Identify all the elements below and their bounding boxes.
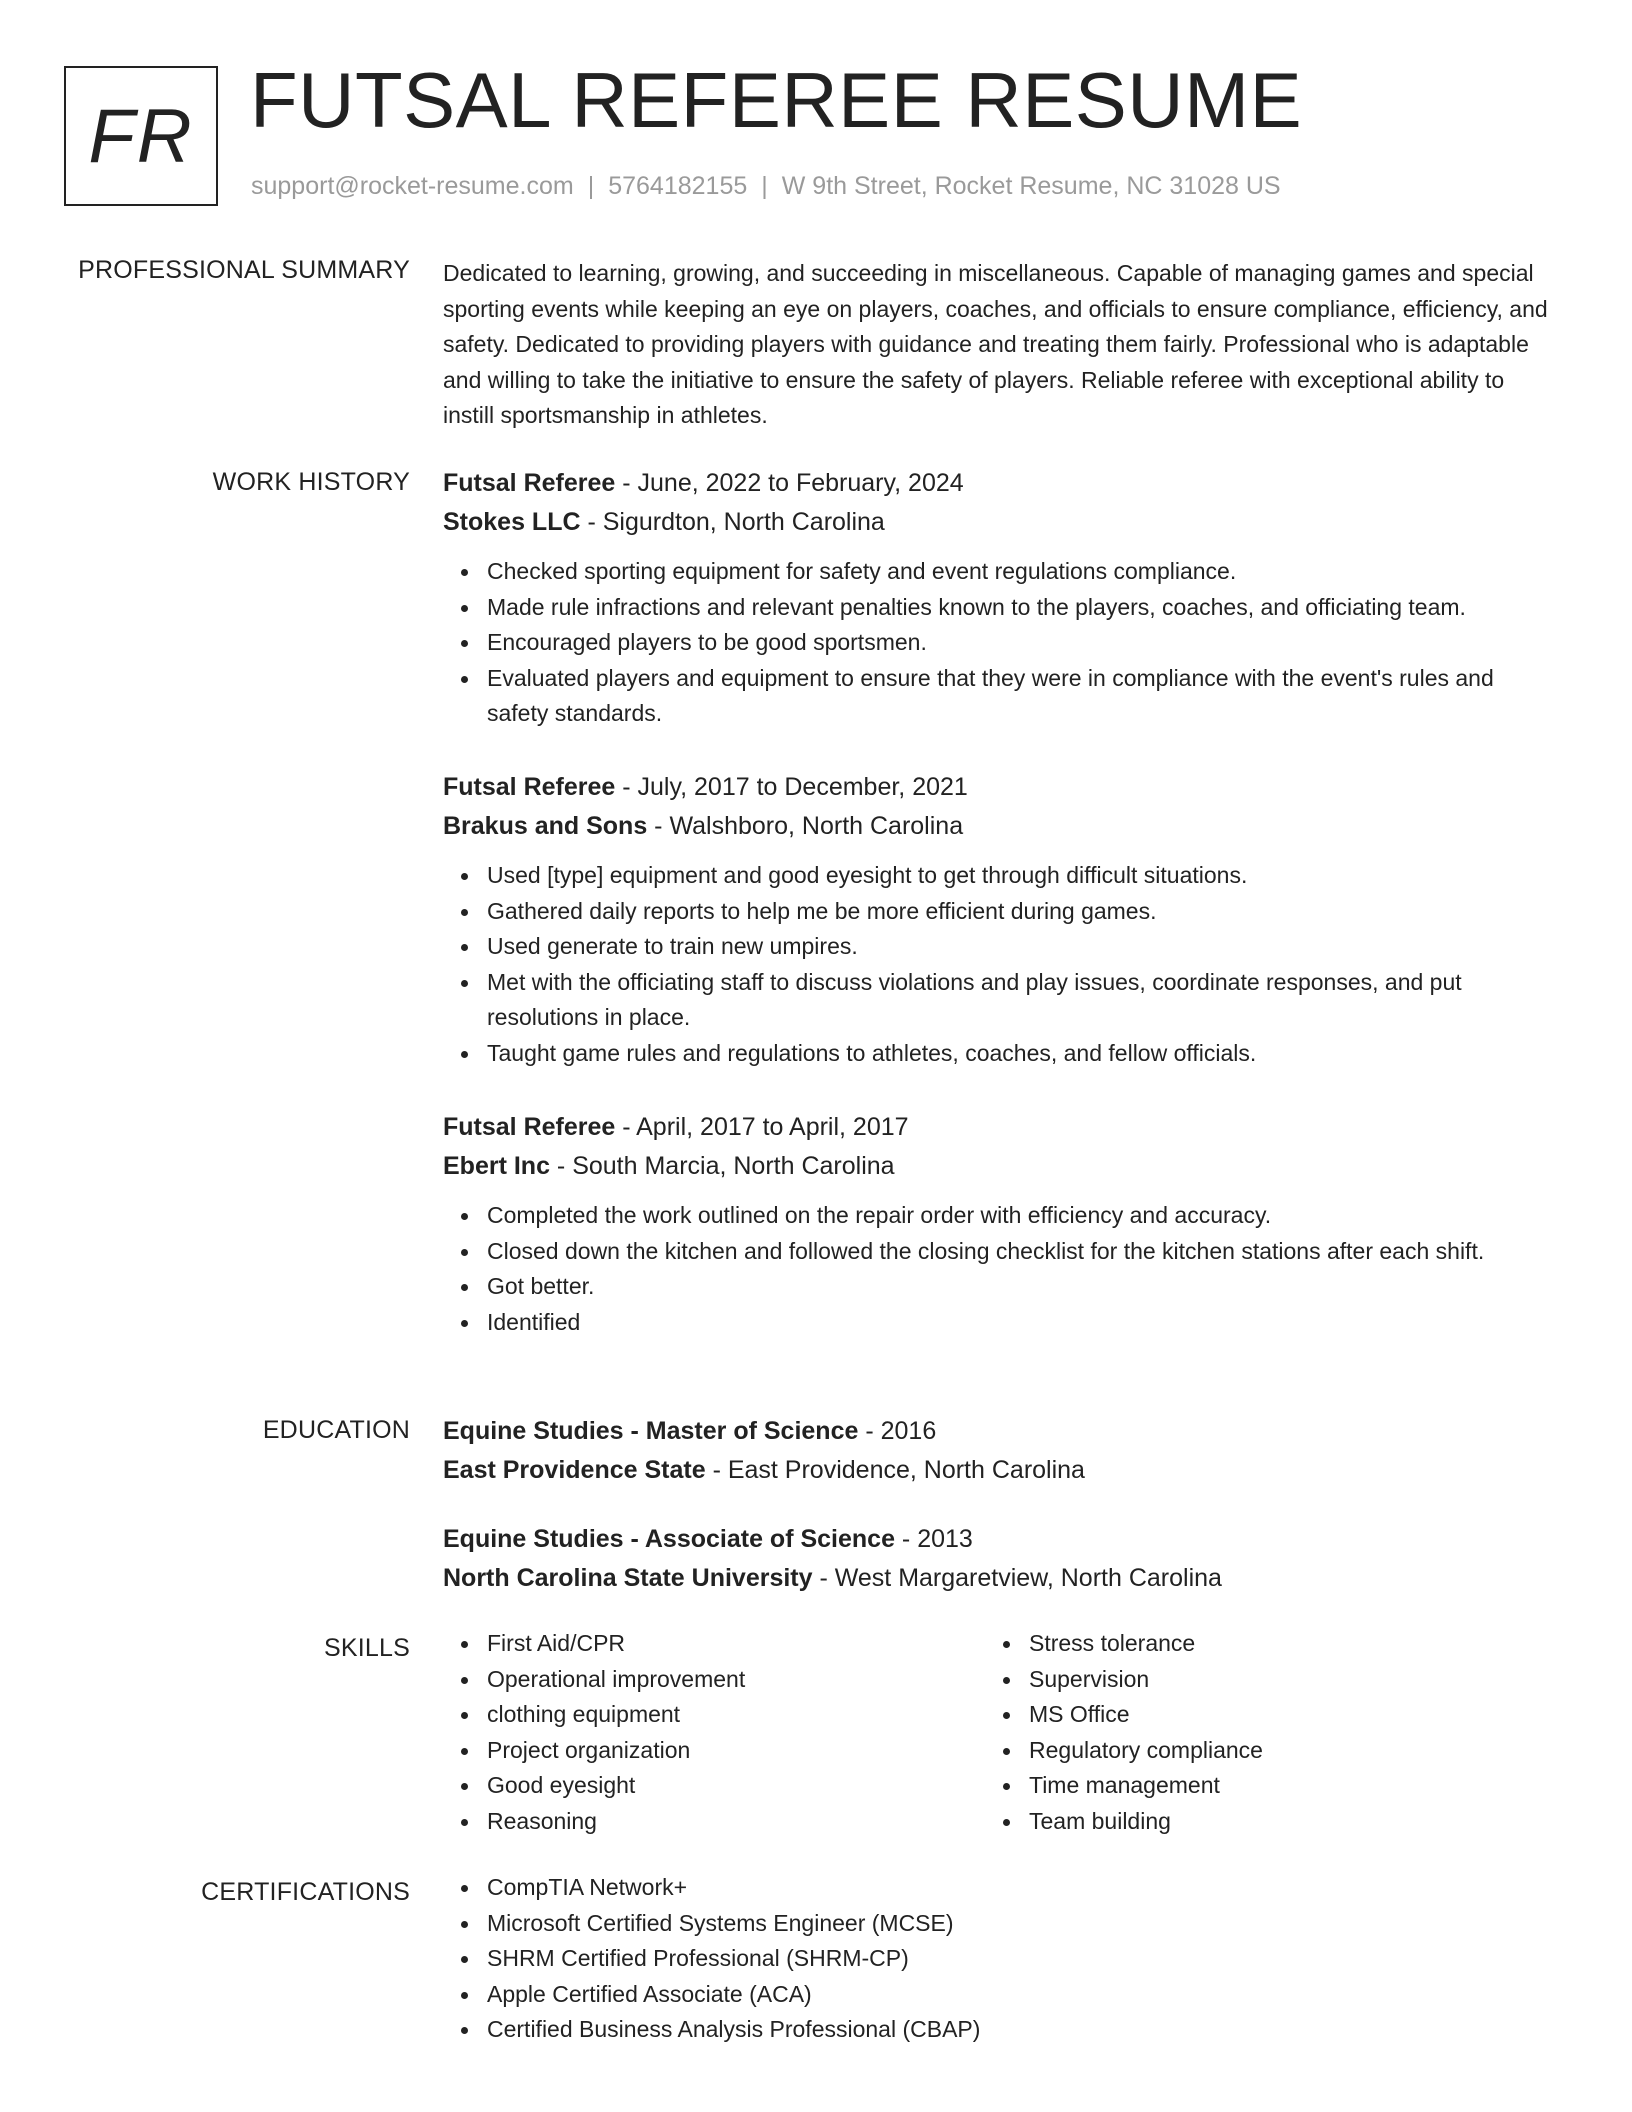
list-item: MS Office xyxy=(1029,1697,1263,1733)
school-line xyxy=(443,1451,1553,1490)
company-line xyxy=(443,1147,1553,1186)
list-item: Good eyesight xyxy=(487,1768,745,1804)
job-title: Futsal Referee xyxy=(443,1113,616,1141)
list-item: Met with the officiating staff to discuss violations and play issues, coordinate responses, and put resolutions in place. xyxy=(487,965,1553,1036)
job-bullets xyxy=(443,554,1553,732)
list-item: Used [type] equipment and good eyesight to get through difficult situations. xyxy=(487,858,1553,894)
list-item: Completed the work outlined on the repair order with efficiency and accuracy. xyxy=(487,1198,1553,1234)
monogram-logo: FR xyxy=(64,66,218,206)
job-title: Futsal Referee xyxy=(443,469,616,497)
school-name: East Providence State xyxy=(443,1456,706,1484)
list-item: Microsoft Certified Systems Engineer (MCSE) xyxy=(487,1906,1553,1942)
list-item: Project organization xyxy=(487,1733,745,1769)
company-name: Brakus and Sons xyxy=(443,812,648,840)
list-item: Used generate to train new umpires. xyxy=(487,929,1553,965)
summary-text: Dedicated to learning, growing, and succeeding in miscellaneous. Capable of managing games and special sporting events while keeping an eye on players, coaches, and officials to ensure compliance, efficiency, and safety. Dedicated to providing players with guidance and treating them fairly. Professional who is adaptable and willing to take the initiative to ensure the safety of players. Reliable referee with exceptional ability to instill sportsmanship in athletes. xyxy=(443,260,1548,429)
list-item: Identified xyxy=(487,1305,1553,1341)
list-item: SHRM Certified Professional (SHRM-CP) xyxy=(487,1941,1553,1977)
job-title-line xyxy=(443,464,1553,503)
list-item: Regulatory compliance xyxy=(1029,1733,1263,1769)
job-entry xyxy=(443,1108,1553,1340)
school-line xyxy=(443,1559,1553,1598)
section-label-summary: PROFESSIONAL SUMMARY xyxy=(78,256,410,284)
list-item: Evaluated players and equipment to ensure that they were in compliance with the event's rules and safety standards. xyxy=(487,661,1553,732)
contact-line xyxy=(251,172,1281,201)
section-label-education: EDUCATION xyxy=(262,1416,410,1444)
company-line xyxy=(443,503,1553,542)
list-item: Stress tolerance xyxy=(1029,1626,1263,1662)
list-item: Closed down the kitchen and followed the closing checklist for the kitchen stations after each shift. xyxy=(487,1234,1553,1270)
list-item: Supervision xyxy=(1029,1662,1263,1698)
list-item: Operational improvement xyxy=(487,1662,745,1698)
section-label-skills: SKILLS xyxy=(324,1634,410,1662)
job-entry xyxy=(443,768,1553,1072)
skills-bullets xyxy=(443,1626,745,1840)
school-location: - East Providence, North Carolina xyxy=(705,1456,1085,1484)
company-name: Ebert Inc xyxy=(443,1152,550,1180)
certification-bullets xyxy=(443,1870,1553,2048)
education-entry xyxy=(443,1412,1553,1490)
job-entry xyxy=(443,464,1553,732)
list-item: Taught game rules and regulations to athletes, coaches, and fellow officials. xyxy=(487,1036,1553,1072)
company-location: - Sigurdton, North Carolina xyxy=(580,508,885,536)
degree-name: Equine Studies - Master of Science xyxy=(443,1417,859,1445)
list-item: Checked sporting equipment for safety and event regulations compliance. xyxy=(487,554,1553,590)
company-location: - Walshboro, North Carolina xyxy=(647,812,964,840)
job-title-line xyxy=(443,1108,1553,1147)
degree-year: - 2016 xyxy=(858,1417,937,1445)
contact-address: W 9th Street, Rocket Resume, NC 31028 US xyxy=(781,172,1281,200)
degree-year: - 2013 xyxy=(894,1525,973,1553)
contact-separator: | xyxy=(761,172,768,200)
list-item: Encouraged players to be good sportsmen. xyxy=(487,625,1553,661)
certifications-list xyxy=(443,1870,1553,2048)
list-item: Apple Certified Associate (ACA) xyxy=(487,1977,1553,2013)
degree-name: Equine Studies - Associate of Science xyxy=(443,1525,895,1553)
skills-column-left xyxy=(443,1626,745,1840)
company-name: Stokes LLC xyxy=(443,508,581,536)
page-title: FUTSAL REFEREE RESUME xyxy=(250,56,1303,144)
list-item: clothing equipment xyxy=(487,1697,745,1733)
section-label-work-history: WORK HISTORY xyxy=(212,468,410,496)
job-dates: - July, 2017 to December, 2021 xyxy=(615,773,968,801)
job-title: Futsal Referee xyxy=(443,773,616,801)
job-bullets xyxy=(443,858,1553,1072)
company-location: - South Marcia, North Carolina xyxy=(549,1152,895,1180)
list-item: Made rule infractions and relevant penalties known to the players, coaches, and officiating team. xyxy=(487,590,1553,626)
contact-separator: | xyxy=(587,172,595,200)
list-item: Got better. xyxy=(487,1269,1553,1305)
skills-list xyxy=(443,1626,1553,1866)
job-dates: - April, 2017 to April, 2017 xyxy=(615,1113,909,1141)
contact-email: support@rocket-resume.com xyxy=(251,172,574,200)
list-item: First Aid/CPR xyxy=(487,1626,745,1662)
list-item: CompTIA Network+ xyxy=(487,1870,1553,1906)
education-entry xyxy=(443,1520,1553,1598)
list-item: Reasoning xyxy=(487,1804,745,1840)
section-label-certifications: CERTIFICATIONS xyxy=(201,1878,410,1906)
skills-column-right xyxy=(985,1626,1263,1840)
job-dates: - June, 2022 to February, 2024 xyxy=(615,469,964,497)
school-name: North Carolina State University xyxy=(443,1564,813,1592)
skills-bullets xyxy=(985,1626,1263,1840)
list-item: Gathered daily reports to help me be more efficient during games. xyxy=(487,894,1553,930)
list-item: Time management xyxy=(1029,1768,1263,1804)
job-title-line xyxy=(443,768,1553,807)
list-item: Certified Business Analysis Professional (CBAP) xyxy=(487,2012,1553,2048)
school-location: - West Margaretview, North Carolina xyxy=(812,1564,1222,1592)
list-item: Team building xyxy=(1029,1804,1263,1840)
degree-line xyxy=(443,1520,1553,1559)
job-bullets xyxy=(443,1198,1553,1340)
company-line xyxy=(443,807,1553,846)
degree-line xyxy=(443,1412,1553,1451)
contact-phone: 5764182155 xyxy=(608,172,748,200)
